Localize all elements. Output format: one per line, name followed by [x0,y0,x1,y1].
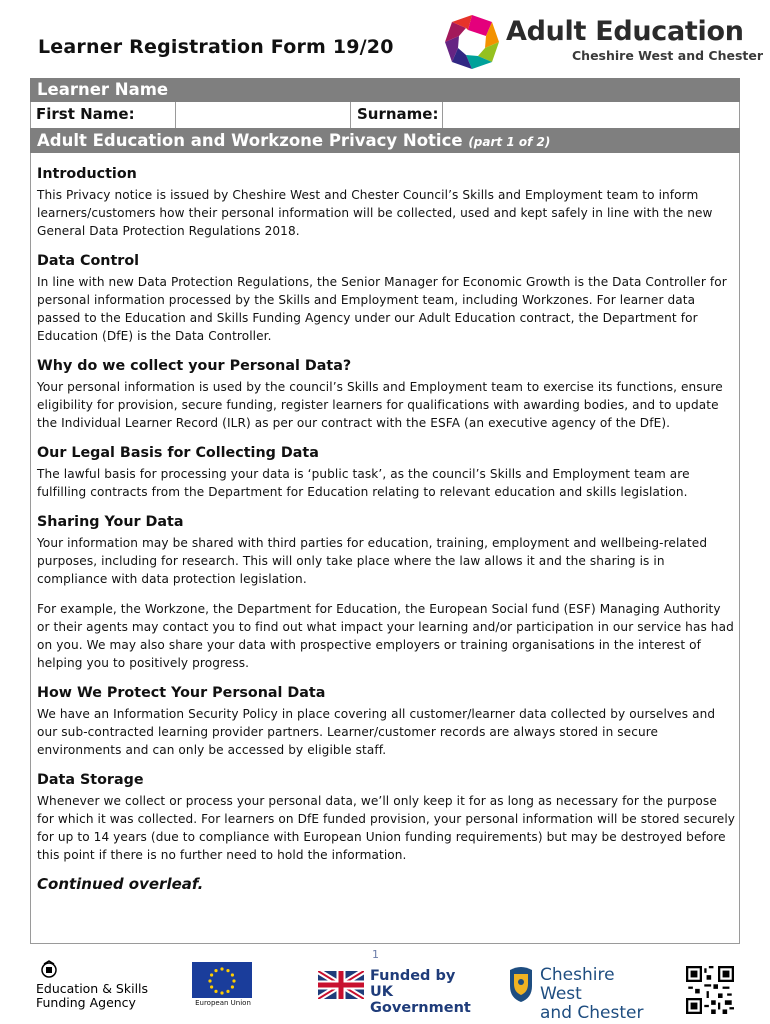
eu-flag-icon [192,962,252,998]
first-name-field[interactable] [175,102,350,128]
section-title: Introduction [37,166,137,182]
cwc-text [540,966,656,1023]
esfa-line2: Funding Agency [36,995,136,1010]
section-paragraph: Whenever we collect or process your personal data, we’ll only keep it for as long as necessary for the purpose for which it was collected. For learners on DfE funded provision, your personal information will be stored securely for up to 14 years (due to compliance with European Union funding requirements) but may be destroyed before this point if there is no further need to hold the information. [37,794,736,862]
ukgov-line1: Funded by [370,968,456,984]
section-paragraph: The lawful basis for processing your data is ‘public task’, as the council’s Skills and Employment team are fulfilling contracts from the Department for Education relating to relevant education and skills legislation. [37,467,690,499]
first-name-label: First Name: [36,105,135,123]
section-paragraph: We have an Information Security Policy in place covering all customer/learner data collected by ourselves and our sub-contracted learning provider partners. Learner/customer records are always stored in secure environments and can only be accessed by eligible staff. [37,707,716,757]
ukgov-text [370,968,478,1016]
page-number: 1 [372,948,379,961]
adult-education-logo-mark-icon [442,12,502,72]
footer-logos [0,958,770,1024]
learner-name-heading: Learner Name [30,78,740,102]
section-title: Data Storage [37,772,144,788]
surname-field[interactable] [442,102,740,128]
section-protect-data [37,683,737,759]
section-why-collect [37,356,737,432]
logo-subtitle: Cheshire West and Chester [572,48,763,63]
section-title: Sharing Your Data [37,514,184,530]
section-title: How We Protect Your Personal Data [37,685,326,701]
esfa-text [36,982,148,1010]
esfa-logo [36,960,156,1016]
cwc-line1: Cheshire West [540,965,615,1004]
section-sharing-data [37,512,737,672]
privacy-notice-title: Adult Education and Workzone Privacy Notice [37,131,463,150]
surname-label: Surname: [350,102,442,128]
royal-crest-icon [38,960,60,980]
section-data-control [37,251,737,345]
section-paragraph: For example, the Workzone, the Department for Education, the European Social fund (ESF) Managing Authority or their agents may contact you to find out what impact your learning and/or participation in our service has had on you. We may also share your data with prospective employers or training organisations in the interest of helping you to positively progress. [37,602,734,670]
union-jack-icon [318,971,364,999]
adult-education-logo [442,12,763,72]
section-paragraph: In line with new Data Protection Regulations, the Senior Manager for Economic Growth is the Data Controller for personal information processed by the Skills and Employment team, including Workzones. For learner data passed to the Education and Skills Funding Agency under our Adult Education contract, the Department for Education (DfE) is the Data Controller. [37,275,727,343]
section-paragraph: Your personal information is used by the council’s Skills and Employment team to exercise its functions, ensure eligibility for provision, secure funding, register learners for qualifications with awarding bodies, and to update the Individual Learner Record (ILR) as per our contract with the ESFA (an executive agency of the DfE). [37,380,723,430]
council-crest-icon [506,964,536,1004]
section-legal-basis [37,443,737,501]
ukgov-line2: UK Government [370,984,471,1016]
learner-name-row [30,102,740,128]
section-title: Data Control [37,253,140,269]
page-title: Learner Registration Form 19/20 [38,36,394,58]
section-introduction [37,164,737,240]
section-data-storage [37,770,737,864]
section-title: Why do we collect your Personal Data? [37,358,352,374]
privacy-notice-heading [30,128,740,153]
cheshire-west-logo [506,964,656,1023]
eu-text: European Union [195,999,251,1007]
section-paragraph: This Privacy notice is issued by Cheshire West and Chester Council’s Skills and Employment team to inform learners/customers how their personal information will be collected, used and kept safely in line with the new General Data Protection Regulations 2018. [37,188,713,238]
esfa-line1: Education & Skills [36,981,149,996]
uk-government-logo [318,966,478,1016]
section-title: Our Legal Basis for Collecting Data [37,445,319,461]
privacy-notice-body [37,164,737,893]
cwc-line2: and Chester [540,1003,644,1023]
privacy-notice-part: (part 1 of 2) [468,135,551,149]
eu-logo [192,962,254,1014]
section-paragraph: Your information may be shared with third parties for education, training, employment and wellbeing-related purposes, including for research. This will only take place where the law allows it and the sharing is in compliance with data protection legislation. [37,536,708,586]
continued-overleaf: Continued overleaf. [37,875,204,893]
logo-title: Adult Education [506,16,744,47]
qr-code-icon [686,966,734,1014]
